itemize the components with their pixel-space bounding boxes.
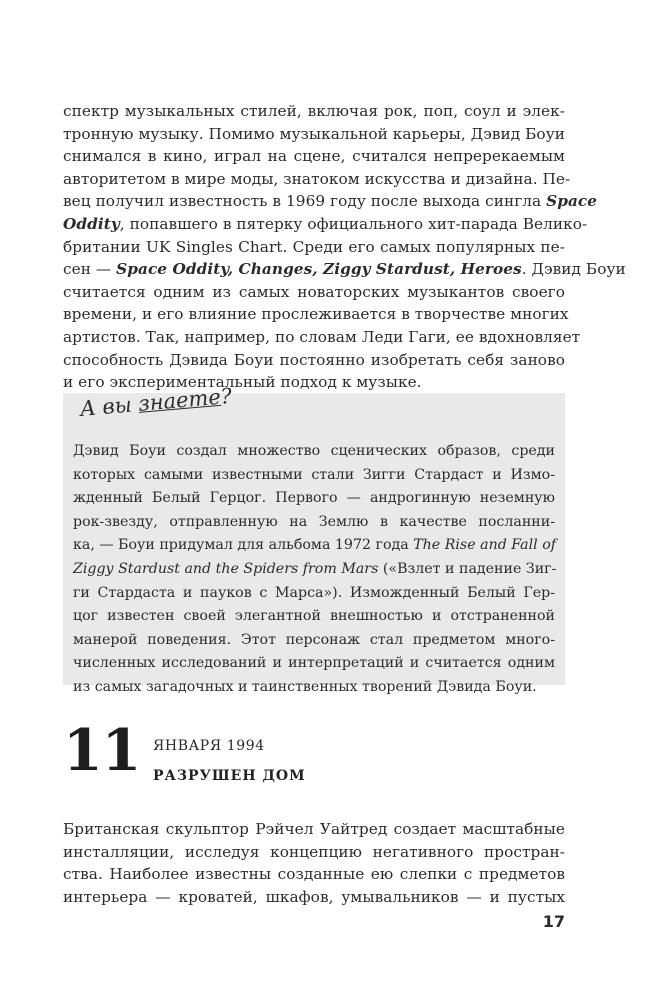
text-span: , попавшего в пятерку официального хит-парада Велико- [119,214,588,233]
text-line [63,258,626,281]
box-line: Дэвид Боуи создал множество сценических образов, среди [73,443,555,459]
song-titles-italic: Space Oddity, Changes, Ziggy Stardust, Heroes [116,260,522,279]
text-line: британии UK Singles Chart. Среди его самых популярных пе- [63,237,565,256]
box-line: из самых загадочных и таинственных творений Дэвида Боуи. [73,678,537,695]
text-line: Британская скульптор Рэйчел Уайтред создает масштабные [63,820,565,838]
text-line: ства. Наиболее известны созданные ею слепки с предметов [63,865,565,884]
text-line: инсталляции, исследуя концепцию негативного простран- [63,842,565,861]
text-line: тронную музыку. Помимо музыкальной карьеры, Дэвид Боуи [63,124,565,143]
did-you-know-box [63,383,565,695]
text-line: артистов. Так, например, по словам Леди Гаги, ее вдохновляет [63,327,581,346]
entry-date: ЯНВАРЯ 1994 [153,738,265,754]
text-line: авторитетом в мире моды, знатоком искусства и дизайна. Пе- [63,169,571,188]
text-line: способность Дэвида Боуи постоянно изобретать себя заново [63,350,565,369]
box-line: жденный Белый Герцог. Первого — андрогинную неземную [73,490,555,507]
box-line: цог известен своей элегантной внешностью и отстраненной [73,608,555,625]
text-span: . Дэвид Боуи [521,260,626,279]
box-line: манерой поведения. Этот персонаж стал предметом много- [73,631,555,648]
entry-title: РАЗРУШЕН ДОМ [153,768,306,784]
album-title-italic: The Rise and Fall of [413,537,557,554]
text-line: снимался в кино, играл на сцене, считался непререкаемым [63,147,565,166]
body-paragraph-bowie [63,100,626,394]
song-title-italic: Space [546,192,598,211]
text-line: считается одним из самых новаторских музыкантов своего [63,282,565,301]
box-line [73,558,555,582]
label-suffix: ? [219,383,233,409]
box-line: рок-звезду, отправленную на Землю в качестве посланни- [73,513,555,530]
text-line: спектр музыкальных стилей, включая рок, поп, соул и элек- [63,102,565,120]
box-line: численных исследований и интерпретаций и считается одним [73,655,555,672]
box-line: которых самыми известными стали Зигги Стардаст и Измо- [73,466,555,483]
song-title-italic: Oddity [63,214,120,233]
box-line: ги Стардаста и пауков с Марса»). Изможденный Белый Гер- [73,584,555,601]
text-line [63,190,598,213]
box-line [73,534,555,558]
album-title-italic: Ziggy Stardust and the Spiders from Mars [73,560,379,577]
text-line [63,213,588,236]
entry-day-number: 11 [63,717,141,784]
text-line: времени, и его влияние прослеживается в творчестве многих [63,305,569,324]
text-span: вец получил известность в 1969 году после выхода сингла [63,192,547,211]
text-span: («Взлет и падение Зиг- [378,560,557,577]
text-line: и его экспериментальный подход к музыке. [63,373,422,392]
text-span: сен — [63,260,117,279]
label-underlined: знаете [137,384,222,416]
did-you-know-text [73,440,555,700]
page-number: 17 [542,912,565,931]
body-paragraph-whiteread [63,818,565,908]
text-line: интерьера — кроватей, шкафов, умывальников — и пустых [63,887,565,906]
label-prefix: А вы [78,391,140,421]
text-span: ка, — Боуи придумал для альбома 1972 года [73,537,414,554]
